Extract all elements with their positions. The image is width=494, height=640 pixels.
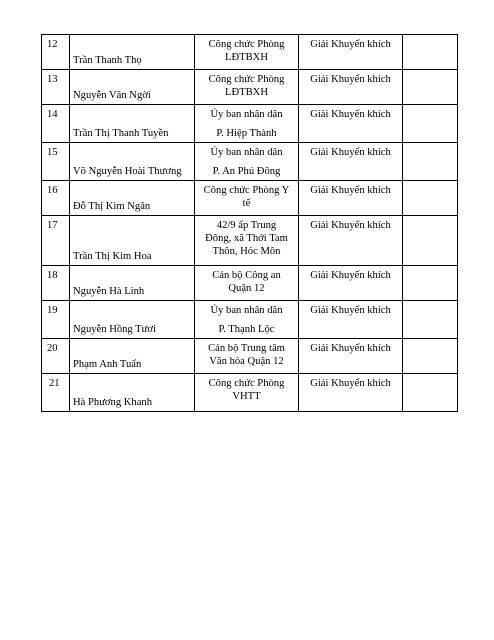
work-unit-line: Cán bộ Công an: [212, 270, 281, 281]
award-level: Giải Khuyến khích: [299, 105, 403, 143]
person-name: Nguyễn Văn Ngời: [70, 70, 195, 105]
work-unit-line: VHTT: [232, 391, 261, 402]
work-unit: [195, 35, 299, 70]
table-row: [42, 105, 458, 143]
row-number: 12: [42, 35, 70, 70]
table-row: [42, 181, 458, 216]
table-row: [42, 266, 458, 301]
work-unit-line: Đông, xã Thới Tam: [205, 233, 288, 244]
notes-cell: [403, 105, 458, 143]
person-name: Trần Thị Thanh Tuyền: [70, 105, 195, 143]
person-name: Trần Thị Kim Hoa: [70, 216, 195, 266]
table-row: [42, 35, 458, 70]
notes-cell: [403, 181, 458, 216]
work-unit-line: Công chức Phòng: [208, 74, 285, 85]
row-number: 13: [42, 70, 70, 105]
work-unit-line: Công chức Phòng: [208, 378, 285, 389]
table-row: [42, 70, 458, 105]
table-row: [42, 216, 458, 266]
row-number: 20: [42, 339, 70, 374]
work-unit-line: P. Thạnh Lộc: [218, 324, 275, 335]
table-row: [42, 374, 458, 412]
work-unit: [195, 374, 299, 412]
row-number: 15: [42, 143, 70, 181]
award-level: Giải Khuyến khích: [299, 266, 403, 301]
award-level: Giải Khuyến khích: [299, 339, 403, 374]
table-row: [42, 143, 458, 181]
person-name: Hà Phương Khanh: [70, 374, 195, 412]
work-unit-line: Cán bộ Trung tâm: [208, 343, 285, 354]
award-level: Giải Khuyến khích: [299, 374, 403, 412]
work-unit-line: Quận 12: [228, 283, 265, 294]
work-unit-line: Ủy ban nhân dân: [210, 305, 283, 316]
award-table: [41, 34, 458, 412]
award-level: Giải Khuyến khích: [299, 301, 403, 339]
notes-cell: [403, 216, 458, 266]
row-number: 19: [42, 301, 70, 339]
work-unit-line: LĐTBXH: [225, 87, 268, 98]
work-unit-line: Thôn, Hóc Môn: [212, 246, 281, 257]
work-unit-line: Công chức Phòng: [208, 39, 285, 50]
work-unit-line: tế: [242, 198, 251, 209]
row-number: 14: [42, 105, 70, 143]
notes-cell: [403, 35, 458, 70]
row-number: 21: [42, 374, 70, 412]
work-unit: [195, 301, 299, 339]
work-unit: [195, 216, 299, 266]
work-unit: [195, 70, 299, 105]
work-unit-line: LĐTBXH: [225, 52, 268, 63]
work-unit: [195, 339, 299, 374]
row-number: 16: [42, 181, 70, 216]
award-level: Giải Khuyến khích: [299, 216, 403, 266]
work-unit-line: P. An Phú Đông: [212, 166, 281, 177]
work-unit-line: Ủy ban nhân dân: [210, 109, 283, 120]
person-name: Võ Nguyễn Hoài Thương: [70, 143, 195, 181]
work-unit: [195, 181, 299, 216]
award-level: Giải Khuyến khích: [299, 35, 403, 70]
row-number: 18: [42, 266, 70, 301]
work-unit: [195, 266, 299, 301]
person-name: Trần Thanh Thọ: [70, 35, 195, 70]
table-row: [42, 339, 458, 374]
notes-cell: [403, 143, 458, 181]
work-unit: [195, 105, 299, 143]
person-name: Nguyễn Hà Linh: [70, 266, 195, 301]
award-level: Giải Khuyến khích: [299, 181, 403, 216]
award-level: Giải Khuyến khích: [299, 143, 403, 181]
work-unit: [195, 143, 299, 181]
notes-cell: [403, 374, 458, 412]
work-unit-line: Công chức Phòng Y: [203, 185, 290, 196]
person-name: Nguyễn Hồng Tươi: [70, 301, 195, 339]
notes-cell: [403, 70, 458, 105]
table-row: [42, 301, 458, 339]
notes-cell: [403, 266, 458, 301]
work-unit-line: P. Hiệp Thành: [216, 128, 277, 139]
work-unit-line: Văn hóa Quận 12: [209, 356, 284, 367]
work-unit-line: Ủy ban nhân dân: [210, 147, 283, 158]
work-unit-line: 42/9 ấp Trung: [216, 220, 277, 231]
notes-cell: [403, 339, 458, 374]
person-name: Phạm Anh Tuấn: [70, 339, 195, 374]
person-name: Đỗ Thị Kim Ngân: [70, 181, 195, 216]
award-level: Giải Khuyến khích: [299, 70, 403, 105]
notes-cell: [403, 301, 458, 339]
row-number: 17: [42, 216, 70, 266]
